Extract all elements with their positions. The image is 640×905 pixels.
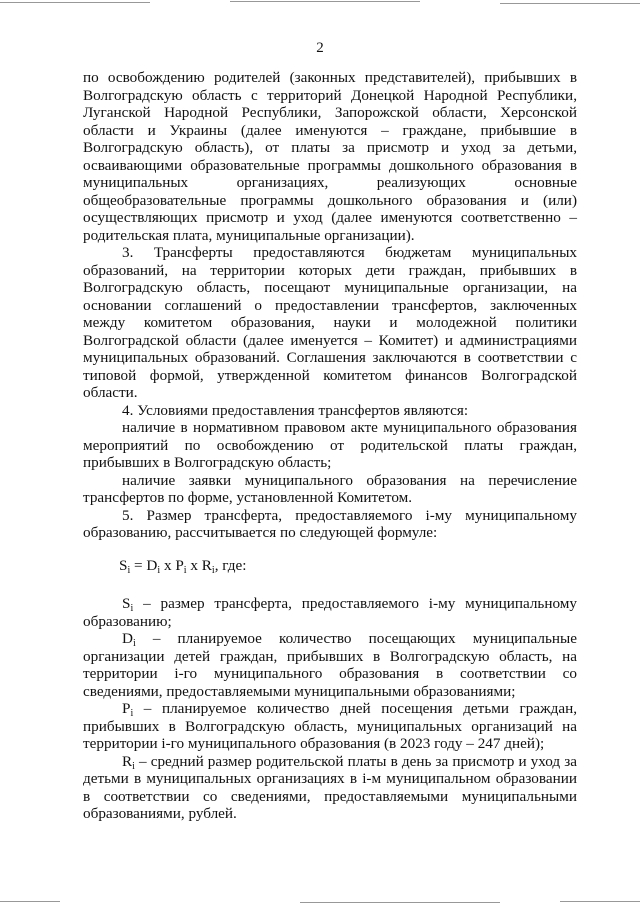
scan-edge-bottom-left	[0, 901, 60, 902]
scan-edge-bottom-right	[560, 901, 640, 902]
paragraph-5-transfer-size: 5. Размер трансферта, предоставляемого i-му муниципальному образованию, рассчитывается по следующей формуле:	[83, 506, 577, 541]
definition-ri: $R_i$ – средний размер родительской платы в день за присмотр и уход за детьми в муниципальных организациях в i-м муниципальном образовании в соответствии со сведениями, предоставляемыми муниципальными образованиями, рублей.	[83, 752, 577, 822]
formula-definitions	[83, 595, 577, 823]
definition-pi: $P_i$ – планируемое количество дней посещения детьми граждан, прибывших в Волгоградскую область, муниципальных организаций на территории i-го муниципального образования (в 2023 году – 247 дней);	[83, 700, 577, 752]
definition-di: $D_i$ – планируемое количество посещающих муниципальные организации детей граждан, прибывших в Волгоградскую область, на территории i-го муниципального образования в соответствии со сведениями, предоставляемыми муниципальными образованиями;	[83, 630, 577, 700]
paragraph-intro-continuation: по освобождению родителей (законных представителей), прибывших в Волгоградскую область с территорий Донецкой Народной Республики, Луганской Народной Республики, Запорожской области, Херсонской области и Украины (далее именуются – граждане, прибывшие в Волгоградскую область), от платы за присмотр и уход за детьми, осваивающими образовательные программы дошкольного образования в муниципальных организациях, реализующих основные общеобразовательные программы дошкольного образования и (или) осуществляющих присмотр и уход (далее именуются соответственно – родительская плата, муниципальные организации).	[83, 69, 577, 244]
paragraph-4-conditions: 4. Условиями предоставления трансфертов являются:	[122, 401, 469, 419]
condition-item-2: наличие заявки муниципального образования на перечисление трансфертов по форме, установленной Комитетом.	[83, 471, 577, 506]
page-number: 2	[316, 40, 324, 56]
scan-edge-top-mid	[230, 1, 420, 2]
document-body	[83, 69, 577, 542]
scan-edge-bottom-mid	[300, 902, 500, 903]
definition-si: $S_i$ – размер трансферта, предоставляемого i-му муниципальному образованию;	[83, 595, 577, 630]
condition-item-1: наличие в нормативном правовом акте муниципального образования мероприятий по освобождению от родительской платы граждан, прибывших в Волгоградскую область;	[83, 419, 577, 471]
scan-edge-top-right	[500, 3, 640, 4]
transfer-formula: $S_i = D_i$ x $P_i$ x $R_i$, где:	[119, 557, 247, 576]
paragraph-3-transfers: 3. Трансферты предоставляются бюджетам муниципальных образований, на территории которых дети граждан, прибывших в Волгоградскую область, посещают муниципальные организации, на основании соглашений о предоставлении трансфертов, заключенных между комитетом образования, науки и молодежной политики Волгоградской области (далее именуется – Комитет) и администрациями муниципальных образований. Соглашения заключаются в соответствии с типовой формой, утвержденной комитетом финансов Волгоградской области.	[83, 244, 577, 401]
scan-edge-top-left	[0, 2, 150, 3]
